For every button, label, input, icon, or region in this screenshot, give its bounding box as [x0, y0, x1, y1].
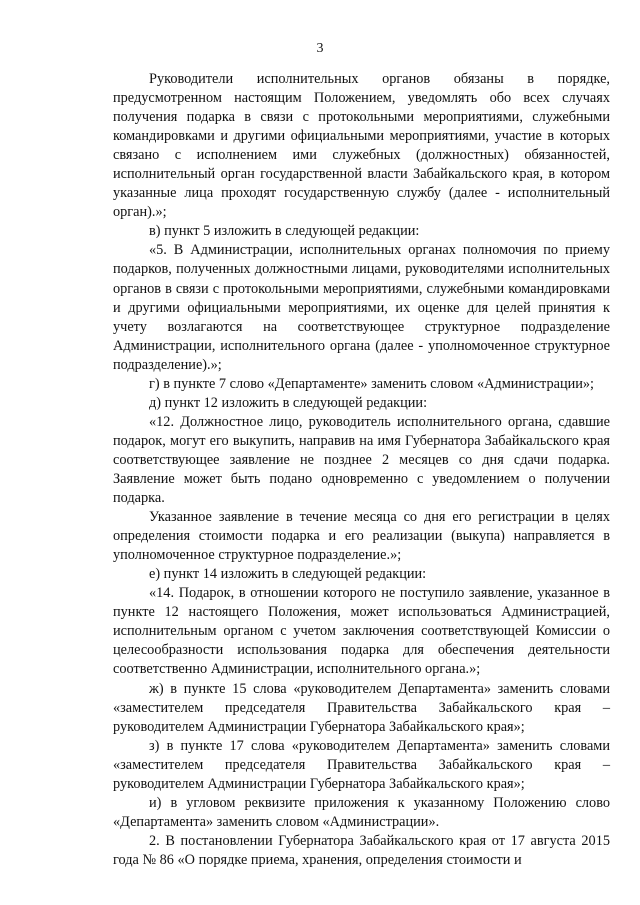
paragraph: Руководители исполнительных органов обязаны в порядке, предусмотренном настоящим Положением, уведомлять обо всех случаях получения подарка в связи с протокольными мероприятиями, служебными командировками и другими официальными мероприятиями, участие в которых связано с исполнением ими служебных (должностных) обязанностей, исполнительный орган государственной власти Забайкальского края, в котором указанные лица проходят государственную службу (далее - исполнительный орган).»; — [113, 71, 610, 221]
page-number: 3 — [316, 41, 324, 56]
paragraph: д) пункт 12 изложить в следующей редакции: — [149, 394, 428, 411]
paragraph: ж) в пункте 15 слова «руководителем Департамента» заменить словами «заместителем председателя Правительства Забайкальского края – руководителем Администрации Губернатора Забайкальского края»; — [113, 680, 610, 735]
paragraph: Указанное заявление в течение месяца со дня его регистрации в целях определения стоимости подарка и его реализации (выкупа) направляется в уполномоченное структурное подразделение.»; — [113, 509, 610, 564]
paragraph: «5. В Администрации, исполнительных органах полномочия по приему подарков, полученных должностными лицами, руководителями исполнительных органов в связи с протокольными мероприятиями, служебными командировками и другими официальными мероприятиями, их оценке для целей принятия к учету возлагаются на соответствующее структурное подразделение Администрации, исполнительного органа (далее - уполномоченное структурное подразделение).»; — [113, 242, 610, 373]
paragraph: «14. Подарок, в отношении которого не поступило заявление, указанное в пункте 12 настоящего Положения, может использоваться Администрацией, исполнительным органом с учетом заключения соответствующей Комиссии о целесообразности использования подарка для обеспечения деятельности соответственно Администрации, исполнительного органа.»; — [113, 585, 610, 678]
paragraph: 2. В постановлении Губернатора Забайкальского края от 17 августа 2015 года № 86 «О порядке приема, хранения, определения стоимости и — [113, 832, 610, 868]
paragraph: е) пункт 14 изложить в следующей редакции: — [149, 566, 427, 583]
paragraph: з) в пункте 17 слова «руководителем Департамента» заменить словами «заместителем председателя Правительства Забайкальского края – руководителем Администрации Губернатора Забайкальского края»; — [113, 737, 610, 792]
paragraph: в) пункт 5 изложить в следующей редакции: — [149, 223, 420, 240]
paragraph: «12. Должностное лицо, руководитель исполнительного органа, сдавшие подарок, могут его выкупить, направив на имя Губернатора Забайкальского края соответствующее заявление не позднее 2 месяцев со дня сдачи подарка. Заявление может быть подано одновременно с уведомлением о получении подарка. — [113, 413, 610, 507]
document-body — [113, 70, 610, 870]
paragraph: и) в угловом реквизите приложения к указанному Положению слово «Департамента» заменить словом «Администрации». — [113, 794, 610, 830]
paragraph: г) в пункте 7 слово «Департаменте» заменить словом «Администрации»; — [149, 375, 595, 392]
